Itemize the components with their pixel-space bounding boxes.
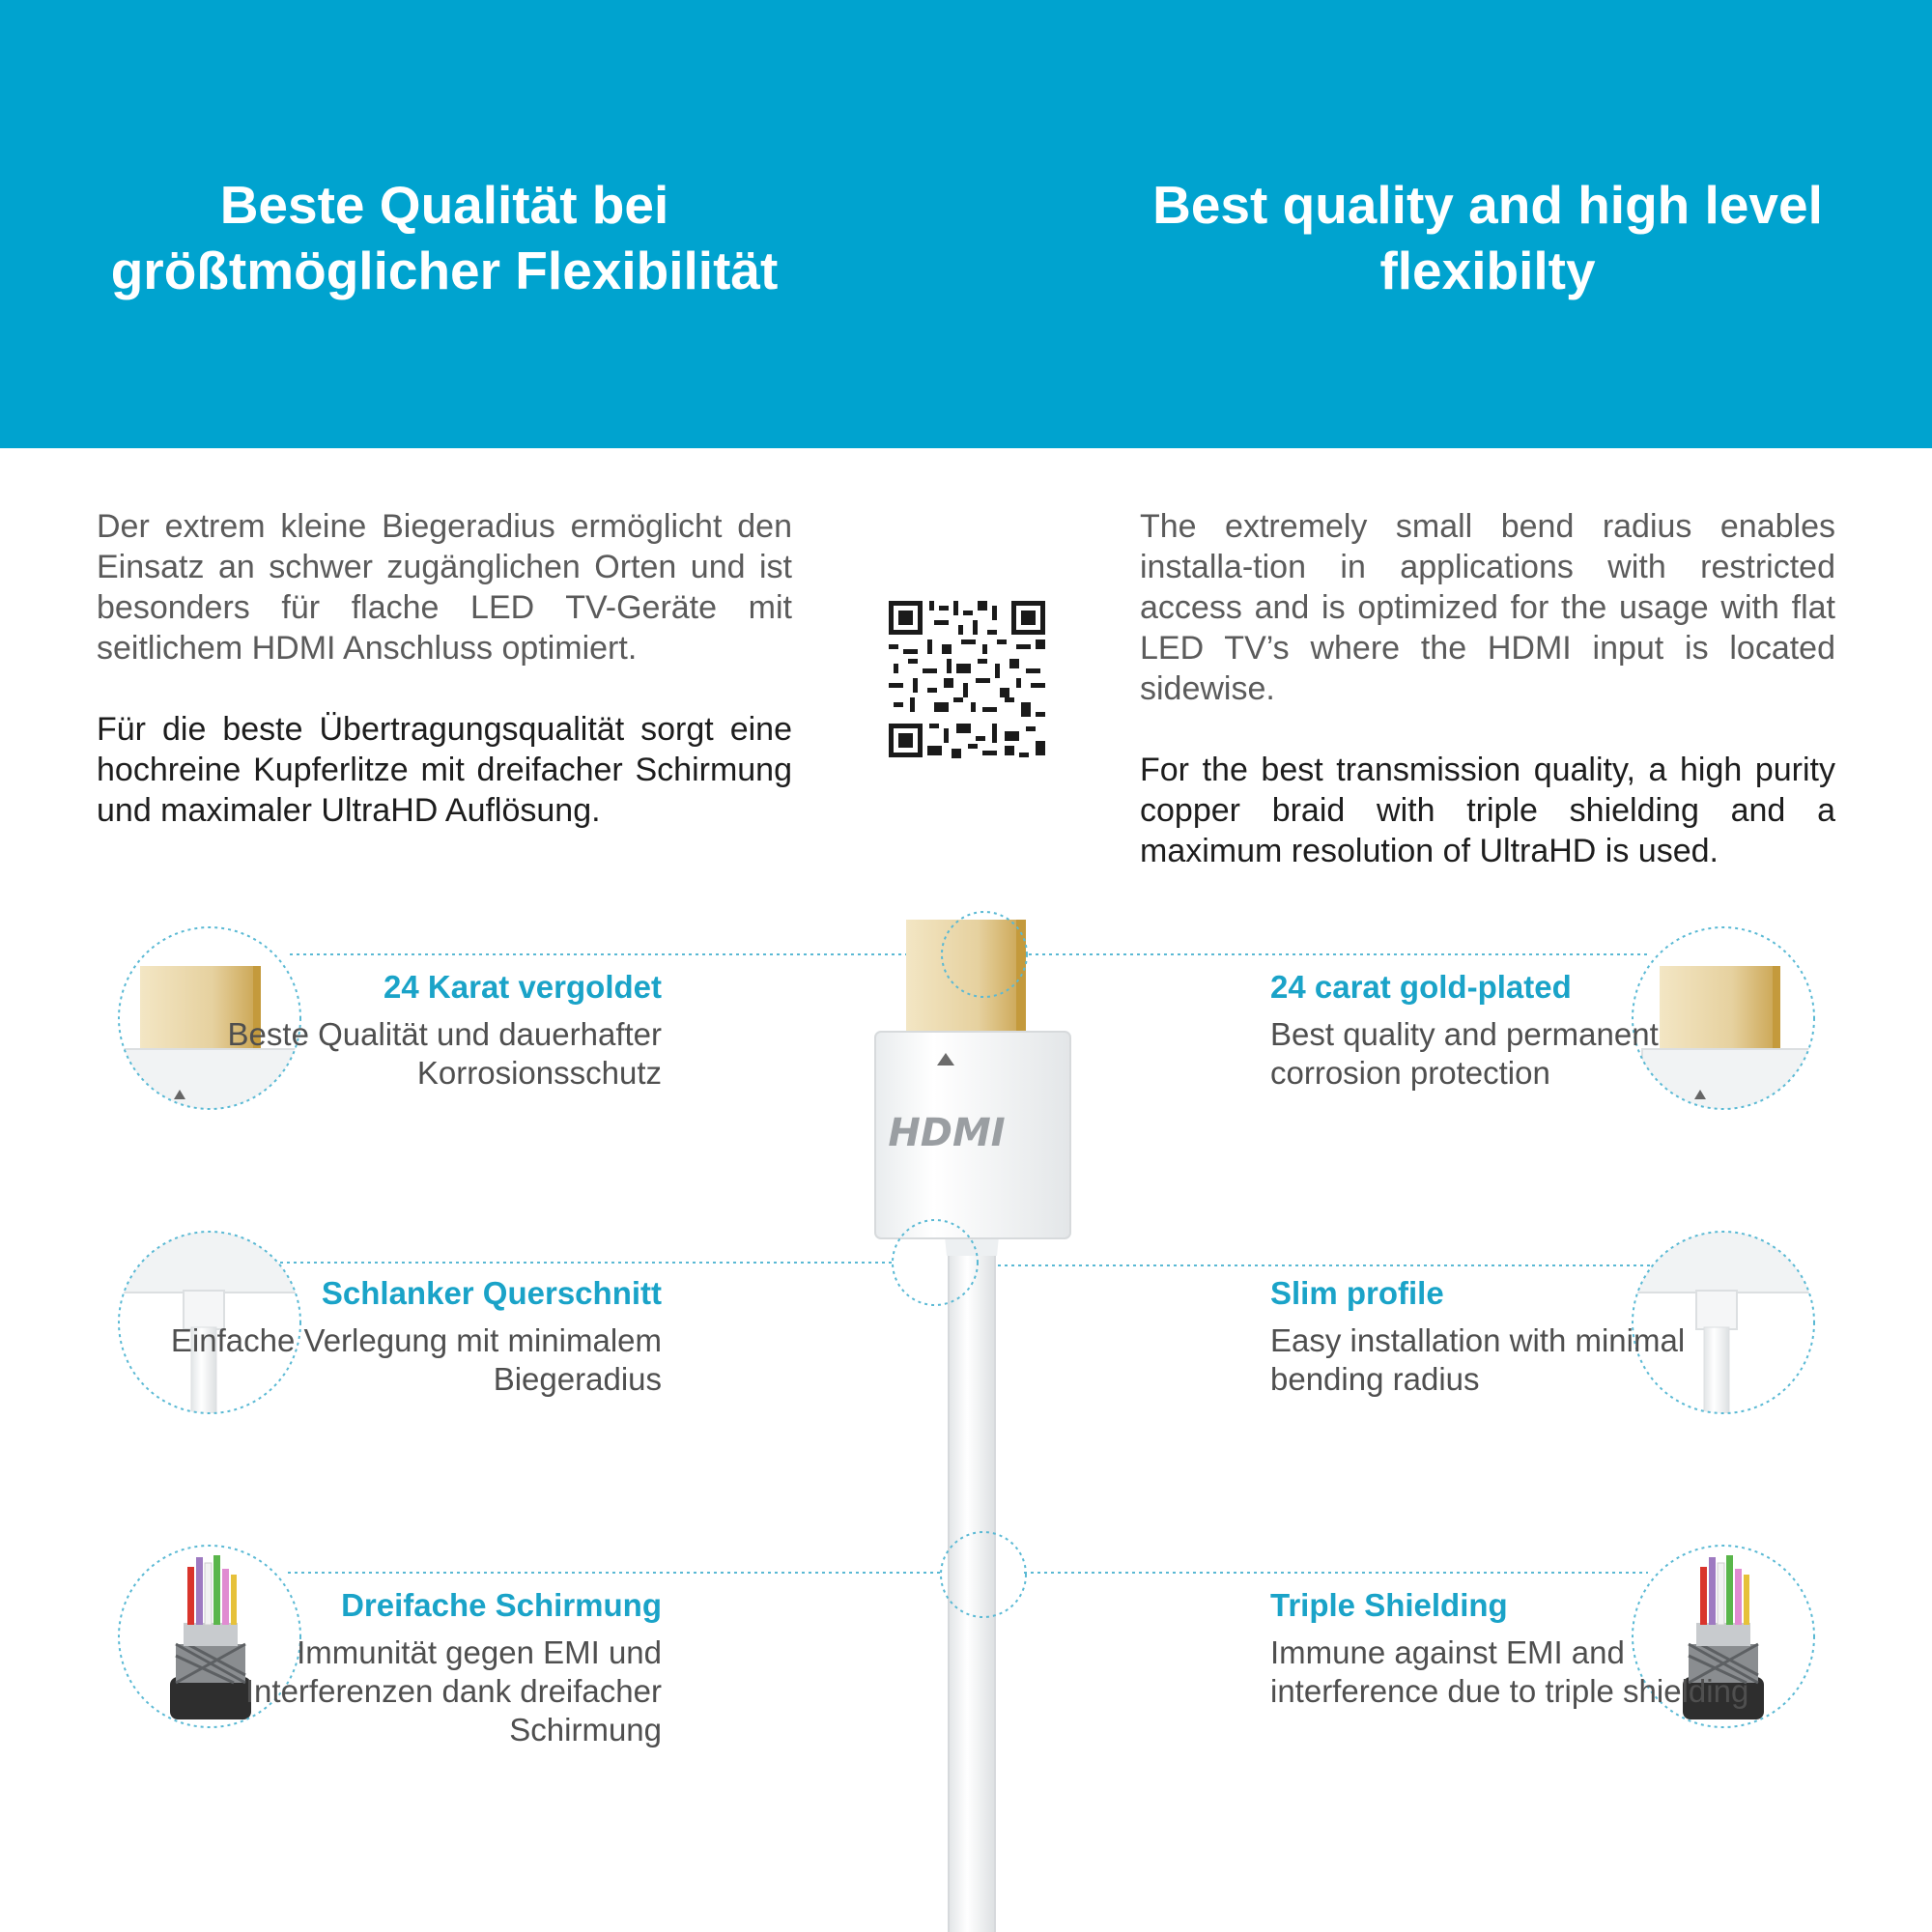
feature-text: Best quality and permanent corrosion protection [1270, 1016, 1659, 1091]
feature-title: Dreifache Schirmung [341, 1587, 662, 1623]
intro-en-paragraph-2: For the best transmission quality, a high purity copper braid with triple shielding and a maximum resolution of UltraHD is used. [1140, 752, 1835, 869]
qr-code-icon [887, 599, 1047, 759]
intro-de-paragraph-2: Für die beste Übertragungsqualität sorgt eine hochreine Kupferlitze mit dreifacher Schirmung und maximaler UltraHD Auflösung. [97, 711, 792, 829]
hdmi-connector-image [875, 920, 1070, 1932]
feature-de-gold [159, 967, 662, 1093]
feature-text: Einfache Verlegung mit minimalem Biegeradius [170, 1322, 662, 1397]
feature-text: Immunität gegen EMI und Interferenzen dank dreifacher Schirmung [244, 1634, 662, 1747]
feature-en-shield [1270, 1585, 1773, 1711]
feature-title: Slim profile [1270, 1275, 1444, 1311]
feature-de-slim [159, 1273, 662, 1399]
title-german: Beste Qualität bei größtmöglicher Flexibilität [110, 175, 779, 300]
feature-text: Easy installation with minimal bending radius [1270, 1322, 1686, 1397]
intro-de-paragraph-1: Der extrem kleine Biegeradius ermöglicht den Einsatz an schwer zugänglichen Orten und ist besonders für flache LED TV-Geräte mit seitlichem HDMI Anschluss optimiert. [97, 508, 792, 667]
feature-title: Schlanker Querschnitt [321, 1275, 662, 1311]
feature-text: Immune against EMI and interference due to triple shielding [1270, 1634, 1749, 1709]
feature-title: Triple Shielding [1270, 1587, 1508, 1623]
feature-en-slim [1270, 1273, 1773, 1399]
intro-en-paragraph-1: The extremely small bend radius enables installa-tion in applications with restricted access and is optimized for the usage with flat LED TV’s where the HDMI input is located sidewise. [1140, 508, 1835, 707]
feature-en-gold [1270, 967, 1773, 1093]
title-english: Best quality and high level flexibilty [1152, 175, 1823, 300]
feature-title: 24 carat gold-plated [1270, 969, 1572, 1005]
feature-de-shield [159, 1585, 662, 1749]
feature-text: Beste Qualität und dauerhafter Korrosionsschutz [227, 1016, 662, 1091]
svg-text:HDMI: HDMI [888, 1111, 1006, 1155]
feature-title: 24 Karat vergoldet [384, 969, 662, 1005]
